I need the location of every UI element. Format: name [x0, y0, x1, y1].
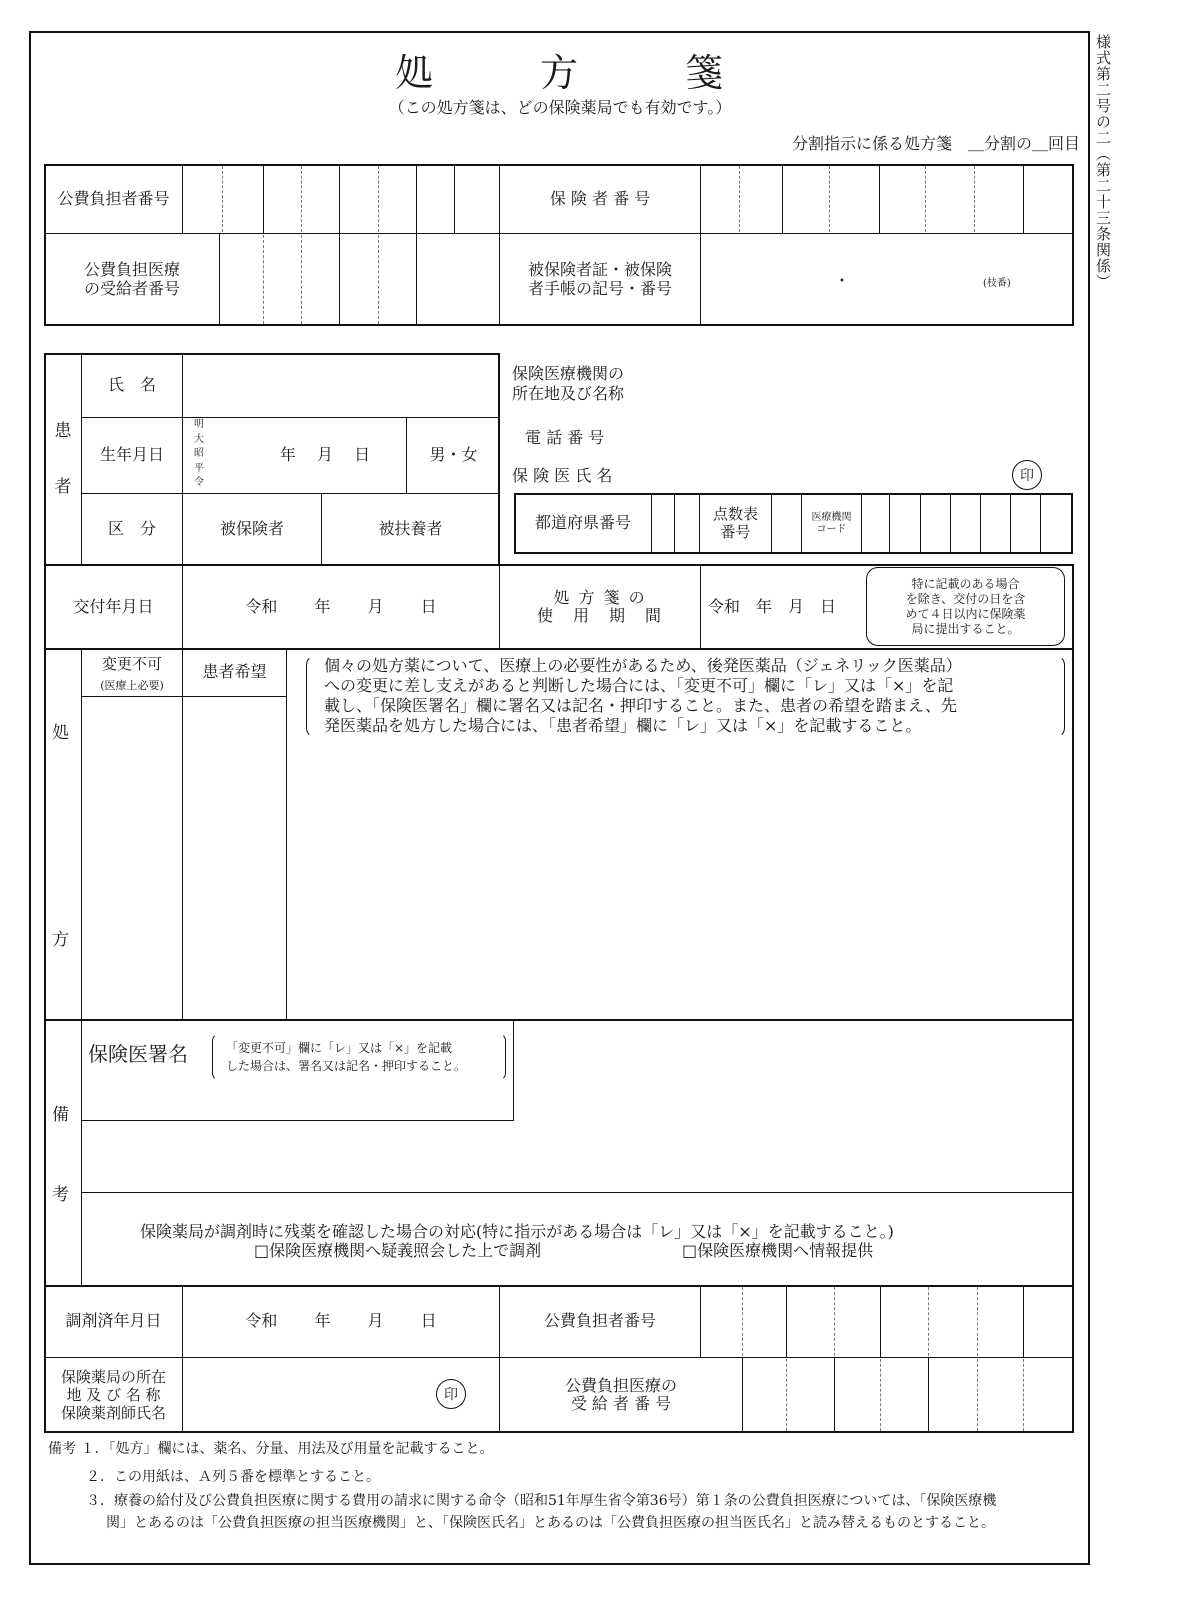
pharmacist-seal-mark: 印	[436, 1379, 466, 1409]
footer-public-payer-number-input[interactable]	[702, 1287, 1072, 1356]
provide-information-checkbox[interactable]: □保険医療機関へ情報提供	[682, 1241, 874, 1260]
validity-period-input[interactable]: 令和 年 月 日	[708, 596, 837, 616]
patient-section-label: 患 者	[54, 420, 72, 497]
medically-required-note: (医療上必要)	[100, 679, 164, 692]
form-number-label: 様式第二号の二（第二十三条関係）	[1094, 34, 1112, 290]
pharmacy-info-label: 保険薬局の所在 地 及 び 名 称 保険薬剤師氏名	[60, 1368, 166, 1422]
split-note: 分割指示に係る処方箋 ＿分割の＿回目	[791, 133, 1080, 153]
sex-selector[interactable]: 男・女	[429, 445, 478, 465]
page-title	[0, 42, 1120, 95]
doctor-name-label: 保 険 医 氏 名	[512, 466, 613, 485]
issue-date-label: 交付年月日	[73, 596, 154, 616]
remarks-section-char-2: 考	[52, 1185, 69, 1205]
doctor-signature-input[interactable]	[84, 1070, 509, 1118]
remarks-input[interactable]	[84, 1124, 1070, 1190]
doctor-signature-label: 保険医署名	[88, 1042, 188, 1066]
birthdate-label: 生年月日	[99, 445, 164, 465]
category-label: 区 分	[107, 519, 156, 539]
institution-code-label: 医療機関 コード	[811, 512, 852, 535]
birthdate-input[interactable]: 年 月 日	[279, 445, 371, 465]
inquiry-before-dispensing-checkbox[interactable]: □保険医療機関へ疑義照会した上で調剤	[254, 1241, 542, 1260]
title-char-2: 方	[540, 51, 579, 95]
prefecture-number-label: 都道府県番号	[534, 513, 631, 533]
dispensed-date-input[interactable]: 令和 年 月 日	[245, 1311, 437, 1331]
validity-note: 特に記載のある場合 を除き、交付の日を含 めて４日以内に保険薬 局に提出すること。	[905, 576, 1026, 636]
footer-public-recipient-label: 公費負担医療の 受 給 者 番 号	[564, 1375, 677, 1413]
note-3: ３．療養の給付及び公費負担医療に関する費用の請求に関する命令（昭和51年厚生省令第36号）第１条の公費負担医療については、「保険医療機	[86, 1493, 997, 1509]
dependent-option[interactable]: 被扶養者	[378, 519, 443, 539]
residual-medicine-instruction: 保険薬局が調剤時に残薬を確認した場合の対応(特に指示がある場合は「レ」又は「×」を記載すること。)	[140, 1222, 894, 1241]
note-2: ２．この用紙は、Ａ列５番を標準とすること。	[86, 1469, 380, 1485]
note-3-continued: 関」とあるのは「公費負担医療の担当医療機関」と、「保険医氏名」とあるのは「公費負担医療の担当医氏名」と読み替えるものとすること。	[106, 1515, 995, 1531]
score-table-label: 点数表 番号	[712, 505, 758, 541]
prescription-section-char-1: 処	[52, 723, 69, 743]
validity-period-label: 処 方 箋 の 使 用 期 間	[536, 587, 663, 625]
patient-wish-header: 患者希望	[202, 661, 267, 681]
public-payer-number-input[interactable]	[183, 166, 498, 232]
signature-note: 「変更不可」欄に「レ」又は「×」を記載 した場合は、署名又は記名・押印すること。	[226, 1041, 467, 1073]
patient-name-input[interactable]	[184, 355, 498, 416]
remarks-section-char-1: 備	[52, 1105, 69, 1125]
patient-name-label: 氏 名	[107, 375, 156, 395]
public-recipient-number-label: 公費負担医療 の受給者番号	[83, 260, 180, 298]
subtitle: （この処方箋は、どの保険薬局でも有効です。）	[388, 97, 732, 117]
institution-address-label: 保険医療機関の 所在地及び名称	[512, 364, 625, 403]
insured-card-label: 被保険者証・被保険 者手帳の記号・番号	[527, 260, 672, 298]
public-recipient-number-input[interactable]	[220, 235, 498, 324]
prescription-instructions: 個々の処方薬について、医療上の必要性があるため、後発医薬品（ジェネリック医薬品） への変更に差し支えがあると判断した場合には、「変更不可」欄に「レ」又は「×」を記 載し、「保険医署名」欄に署名又は記名・押印すること。また、患者の希望を踏まえ、先 発医薬品を処方した場合には、「患者希望」欄に「レ」又は「×」を記載すること。	[324, 656, 962, 735]
change-not-allowed-header: 変更不可	[101, 655, 162, 673]
public-payer-number-label: 公費負担者番号	[57, 188, 170, 208]
patient-wish-column[interactable]	[184, 698, 285, 1019]
note-1: 備考 １．「処方」欄には、薬名、分量、用法及び用量を記載すること。	[48, 1441, 494, 1457]
title-char-3: 箋	[685, 51, 724, 95]
issue-date-input[interactable]: 令和 年 月 日	[245, 596, 437, 616]
footer-public-recipient-input[interactable]	[744, 1359, 1072, 1431]
dispensed-date-label: 調剤済年月日	[65, 1311, 162, 1331]
insurer-number-label: 保 険 者 番 号	[549, 188, 651, 208]
phone-number-label: 電 話 番 号	[525, 428, 605, 447]
prescription-section-char-2: 方	[52, 930, 69, 950]
branch-number-label: (枝番)	[983, 278, 1011, 289]
change-not-allowed-column[interactable]	[83, 698, 181, 1019]
insured-card-input[interactable]	[702, 235, 1072, 324]
insured-person-option[interactable]: 被保険者	[219, 519, 284, 539]
insured-card-separator: ・	[834, 271, 851, 290]
footer-public-payer-number-label: 公費負担者番号	[543, 1311, 656, 1331]
title-char-1: 処	[395, 51, 434, 95]
doctor-seal-mark: 印	[1012, 460, 1042, 490]
insurer-number-input[interactable]	[702, 166, 1072, 232]
era-list: 明 大 昭 平 令	[194, 419, 204, 488]
prescription-content-area[interactable]	[288, 742, 1072, 1019]
